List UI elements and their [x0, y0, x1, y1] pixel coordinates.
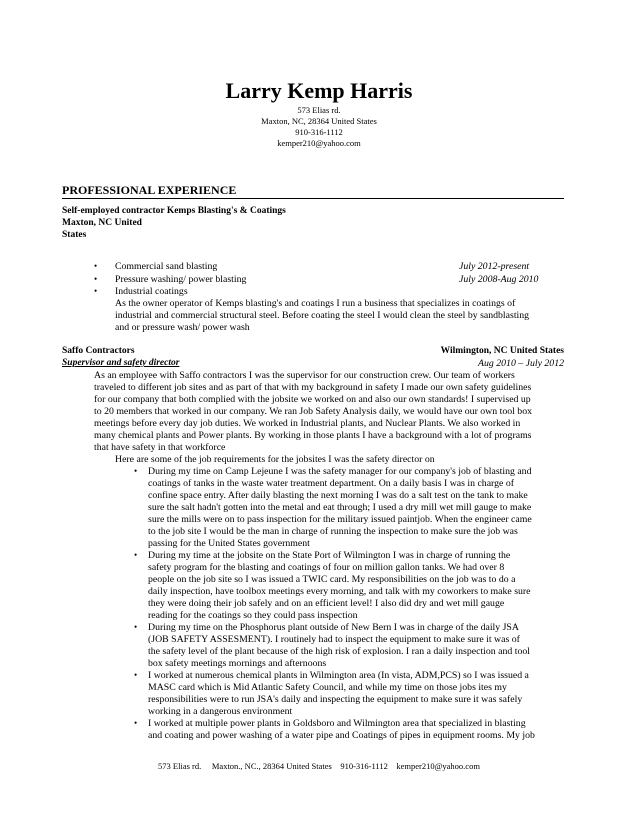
footer-city: Maxton., NC., 28364 United States — [211, 761, 332, 771]
job2-para-line: traveled to different job sites and as part of that with my background in safety I made our own safety guidelines — [94, 382, 532, 393]
job2-bullet-line: working in a dangerous environment — [148, 706, 293, 717]
job1-item: Commercial sand blasting — [115, 261, 218, 272]
footer-address: 573 Elias rd. — [158, 761, 202, 771]
job2-bullet-line: people on the job site so I was issued a TWIC card. My responsibilities on the job was to do a — [148, 574, 516, 585]
job2-bullet-line: sure the mills were on to pass inspection for the military issued paintjob. When the engineer came — [148, 514, 532, 525]
bullet-icon: • — [134, 670, 138, 680]
page-footer — [0, 761, 638, 771]
bullet-icon: • — [134, 550, 138, 560]
section-divider — [62, 198, 564, 199]
job2-bullet-line: During my time at the jobsite on the State Port of Wilmington I was in charge of running the — [148, 550, 511, 561]
job2-para-line: that have safety in that workforce — [94, 442, 226, 453]
header-address-line1: 573 Elias rd. — [297, 105, 341, 115]
job2-para-line: to 20 members that worked in our company. We ran Job Safety Analysis daily, we would have our own tool box — [94, 406, 532, 417]
job1-desc-line: and or pressure wash/ power wash — [115, 322, 250, 333]
bullet-icon: • — [94, 261, 98, 271]
job2-bullet-line: passing for the United States government — [148, 538, 310, 549]
bullet-icon: • — [134, 718, 138, 728]
job2-bullet-line: reading for the coatings so they could pass inspection — [148, 610, 358, 621]
job2-company: Saffo Contractors — [62, 346, 135, 356]
job2-para-line: meetings before every day job duties. We worked in Industrial plants, and Nuclear Plants. We also worked in — [94, 418, 521, 429]
job2-bullet-line: MASC card which is Mid Atlantic Safety Council, and while my time on those jobs ites my — [148, 682, 507, 693]
job2-dates: Aug 2010 – July 2012 — [478, 358, 564, 369]
job2-bullet-line: box safety meetings mornings and afternoons — [148, 658, 327, 669]
job2-bullet-line: to the job site I would be the man in charge of running the inspection to make sure the job was — [148, 526, 518, 537]
resume-name: Larry Kemp Harris — [225, 78, 413, 103]
job1-desc-line: industrial and commercial structural steel. Before coating the steel I would clean the steel by sandblasting — [115, 310, 530, 321]
job2-bullet-line: During my time on the Phosphorus plant outside of New Bern I was in charge of the daily JSA — [148, 622, 519, 633]
job2-bullet-line: coatings of tanks in the waste water treatment department. On a daily basis I was in charge of — [148, 478, 514, 489]
job2-bullet-line: the safety level of the plant because of the high risk of explosion. I ran a daily inspection and tool — [148, 646, 530, 657]
header-email: kemper210@yahoo.com — [277, 138, 361, 148]
job1-item: Pressure washing/ power blasting — [115, 274, 247, 285]
job2-bullet-line: (JOB SAFETY ASSESMENT). I routinely had to inspect the equipment to make sure it was of — [148, 634, 520, 645]
job2-bullet-line: responsibilities were to run JSA's daily and inspecting the equipment to make sure it was safely — [148, 694, 523, 705]
job2-bullet-line: confine space entry. After daily blasting the next morning I was do a salt test on the tank to make — [148, 490, 528, 501]
header-phone: 910-316-1112 — [295, 127, 343, 137]
bullet-icon: • — [94, 286, 98, 296]
job2-subhead: Here are some of the job requirements for the jobsites I was the safety director on — [115, 454, 435, 465]
bullet-icon: • — [134, 466, 138, 476]
job1-title-line3: States — [62, 230, 87, 240]
job2-bullet-line: During my time on Camp Lejeune I was the safety manager for our company's job of blasting and — [148, 466, 532, 477]
header-address-line2: Maxton, NC, 28364 United States — [261, 116, 377, 126]
job2-bullet-line: they were doing their job safely and on an efficient level! I also did dry and wet mill gauge — [148, 598, 505, 609]
footer-phone: 910-316-1112 — [340, 761, 388, 771]
job1-item-date: July 2008-Aug 2010 — [459, 274, 539, 285]
job1-item-date: July 2012-present — [459, 261, 530, 272]
job2-bullet-line: safety program for the blasting and coatings of four on million gallon tanks. We had over 8 — [148, 562, 505, 573]
job2-bullet-line: daily inspection, have toolbox meetings every morning, and talk with my coworkers to make sure — [148, 586, 531, 597]
job2-bullet-line: I worked at numerous chemical plants in Wilmington area (In vista, ADM,PCS) so I was issued a — [148, 670, 529, 681]
job2-para-line: many chemical plants and Power plants. By working in those plants I have a background with a lot of programs — [94, 430, 532, 441]
job2-location: Wilmington, NC United States — [440, 346, 564, 356]
footer-email: kemper210@yahoo.com — [396, 761, 480, 771]
job2-bullet-line: sure the salt hadn't gotten into the metal and eat through; I used a dry mill wet mill gauge to make — [148, 502, 532, 513]
job1-desc-line: As the owner operator of Kemps blasting's and coatings I run a business that specializes in coatings of — [115, 298, 516, 309]
job1-title-line1: Self-employed contractor Kemps Blasting's & Coatings — [62, 206, 286, 216]
section-title: PROFESSIONAL EXPERIENCE — [62, 183, 237, 197]
bullet-icon: • — [94, 274, 98, 284]
job2-bullet-line: I worked at multiple power plants in Goldsboro and Wilmington area that specialized in blasting — [148, 718, 526, 729]
job1-title-line2: Maxton, NC United — [62, 218, 142, 228]
job2-para-line: for our company that both complied with the jobsite we worked on and also our own standards! I supervised up — [94, 394, 531, 405]
job2-bullet-line: and coating and power washing of a water pipe and Coatings of pipes in equipment rooms. My job — [148, 730, 535, 741]
job2-role: Supervisor and safety director — [62, 358, 180, 368]
bullet-icon: • — [134, 622, 138, 632]
job2-para-line: As an employee with Saffo contractors I was the supervisor for our construction crew. Our team of workers — [94, 370, 515, 381]
job1-item: Industrial coatings — [115, 286, 188, 297]
